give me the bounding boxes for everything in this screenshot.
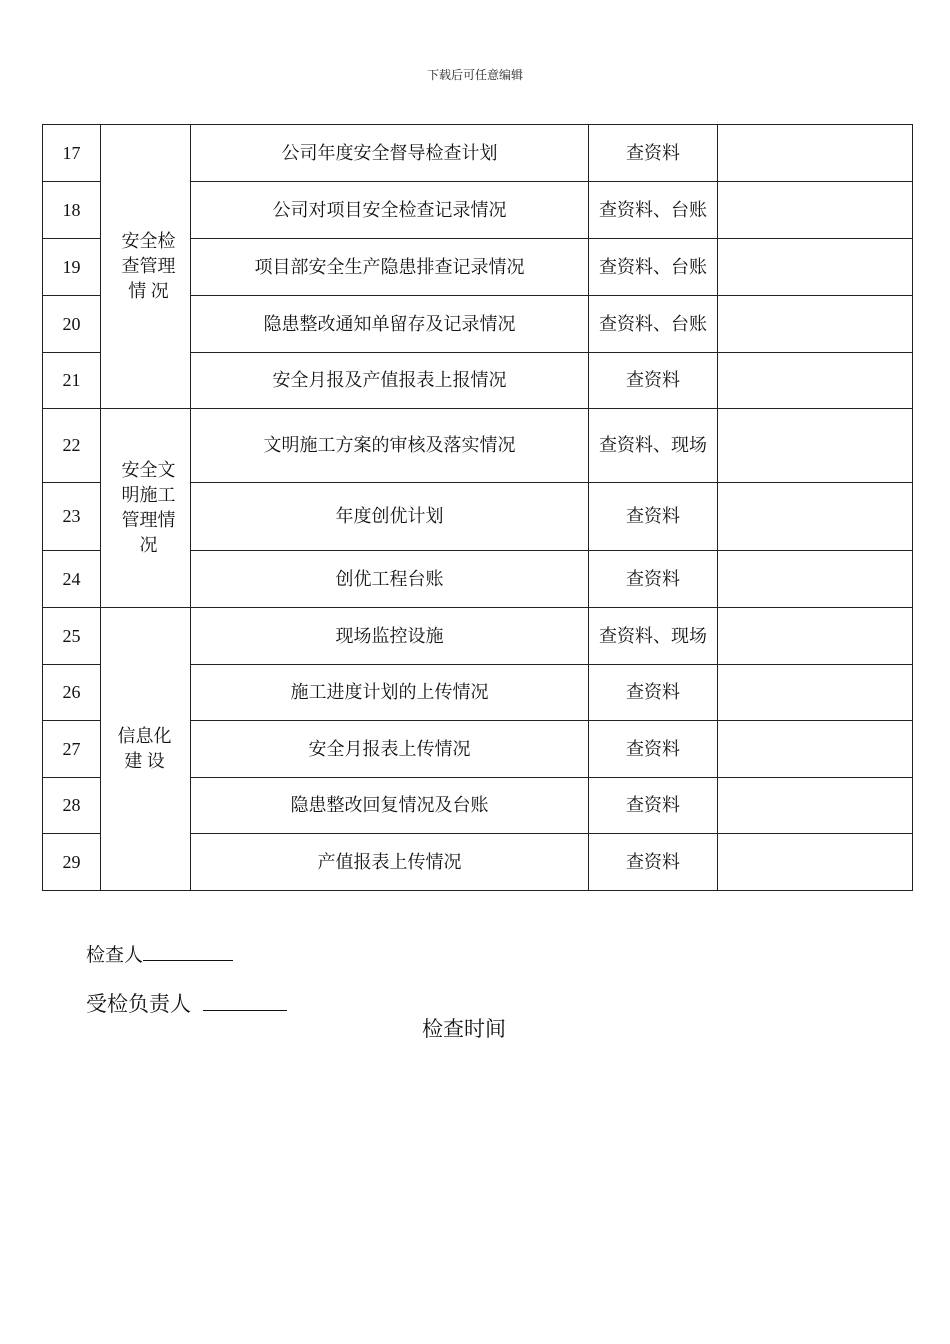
row-number: 18 <box>43 182 101 239</box>
result-cell <box>718 608 913 665</box>
row-number: 29 <box>43 834 101 891</box>
result-cell <box>718 353 913 409</box>
row-number: 28 <box>43 778 101 834</box>
row-number: 23 <box>43 483 101 551</box>
check-method: 查资料 <box>589 551 718 608</box>
row-number: 25 <box>43 608 101 665</box>
result-cell <box>718 665 913 721</box>
check-item: 公司对项目安全检查记录情况 <box>191 182 589 239</box>
inspection-time <box>422 1013 506 1043</box>
result-cell <box>718 296 913 353</box>
row-number: 19 <box>43 239 101 296</box>
inspector-label: 检查人 <box>86 945 144 966</box>
check-method: 查资料 <box>589 778 718 834</box>
row-number: 22 <box>43 409 101 483</box>
check-item: 项目部安全生产隐患排查记录情况 <box>191 239 589 296</box>
category-label: 安全文明施工管理情况 <box>121 460 176 555</box>
check-item: 隐患整改回复情况及台账 <box>191 778 589 834</box>
row-number: 26 <box>43 665 101 721</box>
table-row <box>43 409 913 483</box>
check-item: 安全月报及产值报表上报情况 <box>191 353 589 409</box>
check-method: 查资料 <box>589 483 718 551</box>
time-label: 检查时间 <box>422 1017 506 1041</box>
category-cell <box>101 608 191 891</box>
check-item: 创优工程台账 <box>191 551 589 608</box>
category-label: 安全检查管理情 况 <box>121 231 176 301</box>
row-number: 27 <box>43 721 101 778</box>
check-method: 查资料 <box>589 665 718 721</box>
category-label: 信息化建 设 <box>117 726 172 771</box>
responsible-label: 受检负责人 <box>86 992 191 1016</box>
check-method: 查资料 <box>589 721 718 778</box>
inspector-blank[interactable] <box>143 940 233 961</box>
check-method: 查资料、台账 <box>589 239 718 296</box>
check-item: 年度创优计划 <box>191 483 589 551</box>
result-cell <box>718 834 913 891</box>
check-method: 查资料 <box>589 834 718 891</box>
check-method: 查资料、台账 <box>589 182 718 239</box>
inspector-signature <box>86 940 233 967</box>
result-cell <box>718 182 913 239</box>
result-cell <box>718 778 913 834</box>
category-cell <box>101 409 191 608</box>
result-cell <box>718 239 913 296</box>
category-cell <box>101 125 191 409</box>
result-cell <box>718 409 913 483</box>
check-item: 文明施工方案的审核及落实情况 <box>191 409 589 483</box>
check-item: 公司年度安全督导检查计划 <box>191 125 589 182</box>
result-cell <box>718 721 913 778</box>
check-item: 施工进度计划的上传情况 <box>191 665 589 721</box>
table-row <box>43 125 913 182</box>
check-method: 查资料、现场 <box>589 409 718 483</box>
inspection-table <box>42 124 913 891</box>
check-method: 查资料、现场 <box>589 608 718 665</box>
check-item: 隐患整改通知单留存及记录情况 <box>191 296 589 353</box>
responsible-blank[interactable] <box>203 990 287 1011</box>
check-method: 查资料、台账 <box>589 296 718 353</box>
responsible-signature <box>86 988 287 1018</box>
check-item: 现场监控设施 <box>191 608 589 665</box>
row-number: 20 <box>43 296 101 353</box>
result-cell <box>718 551 913 608</box>
row-number: 17 <box>43 125 101 182</box>
result-cell <box>718 483 913 551</box>
table-row <box>43 608 913 665</box>
check-method: 查资料 <box>589 353 718 409</box>
check-item: 产值报表上传情况 <box>191 834 589 891</box>
row-number: 24 <box>43 551 101 608</box>
check-method: 查资料 <box>589 125 718 182</box>
result-cell <box>718 125 913 182</box>
check-item: 安全月报表上传情况 <box>191 721 589 778</box>
row-number: 21 <box>43 353 101 409</box>
page-header: 下载后可任意编辑 <box>426 68 523 82</box>
